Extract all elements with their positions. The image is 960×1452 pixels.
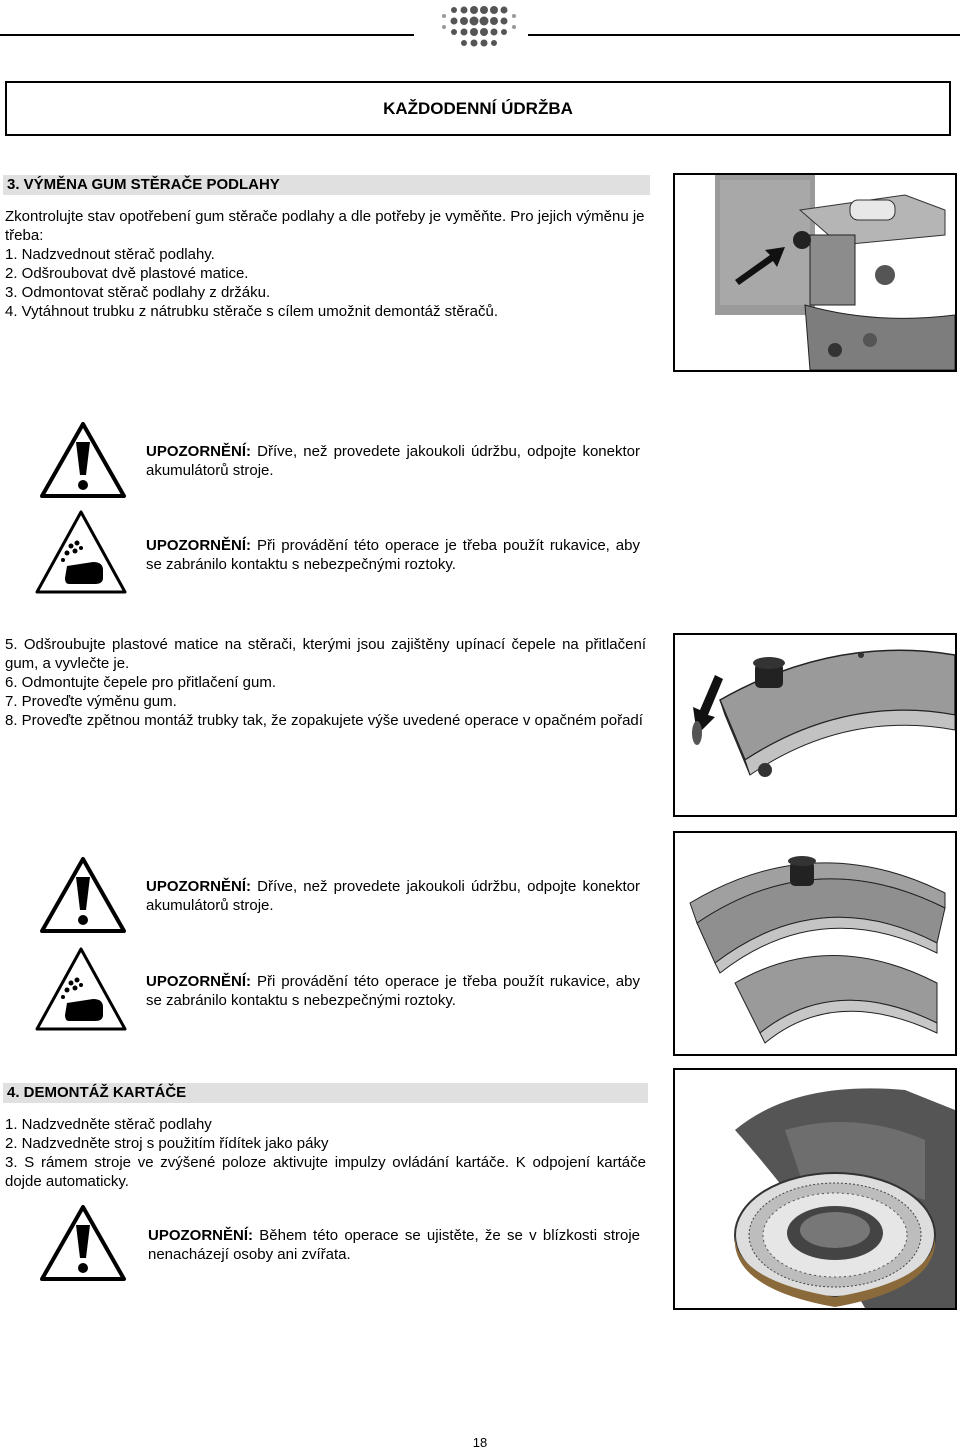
warning-label: UPOZORNĚNÍ:: [146, 878, 251, 895]
exclamation-warning-icon: [38, 420, 128, 500]
list-item: 8. Proveďte zpětnou montáž trubky tak, že zopakujete výše uvedené operace v opačném pořadí: [5, 712, 643, 729]
brush-picture: [673, 1068, 957, 1310]
section-4-heading: 4. DEMONTÁŽ KARTÁČE: [3, 1083, 648, 1103]
header-rule-left: [0, 34, 414, 36]
gloves-hazard-icon: [33, 945, 129, 1033]
exclamation-warning-icon: [38, 855, 128, 935]
dot-grid-logo: [440, 2, 520, 56]
list-item: 2. Nadzvedněte stroj s použitím řídítek jako páky: [5, 1135, 329, 1152]
section-3-body: [5, 207, 655, 321]
list-item: 1. Nadzvednout stěrač podlahy.: [5, 246, 215, 263]
list-item: 6. Odmontujte čepele pro přitlačení gum.: [5, 674, 276, 691]
warning-label: UPOZORNĚNÍ:: [146, 443, 251, 460]
squeegee-nut-picture: [673, 633, 957, 817]
list-item: 1. Nadzvedněte stěrač podlahy: [5, 1116, 212, 1133]
warning-label: UPOZORNĚNÍ:: [146, 537, 251, 554]
list-item: 3. Odmontovat stěrač podlahy z držáku.: [5, 284, 271, 301]
section-3-intro: Zkontrolujte stav opotřebení gum stěrače podlahy a dle potřeby je vyměňte. Pro jejich výměnu je třeba:: [5, 208, 645, 244]
warning-label: UPOZORNĚNÍ:: [148, 1227, 253, 1244]
warning-text: Během této operace se ujistěte, že se v blízkosti stroje nenacházejí osoby ani zvířata.: [148, 1227, 640, 1263]
page-number: 18: [472, 1435, 488, 1450]
section-3-steps-continued: [5, 635, 646, 730]
warning-disconnect-2: [146, 877, 640, 915]
warning-text: Dříve, než provedete jakoukoli údržbu, odpojte konektor akumulátorů stroje.: [146, 878, 640, 914]
warning-bystanders: [148, 1226, 640, 1264]
warning-gloves-1: [146, 536, 640, 574]
warning-text: Při provádění této operace je třeba použít rukavice, aby se zabránilo kontaktu s nebezpečnými roztoky.: [146, 537, 640, 573]
squeegee-blades-picture: [673, 831, 957, 1056]
squeegee-mount-picture: [673, 173, 957, 372]
exclamation-warning-icon: [38, 1203, 128, 1283]
list-item: 2. Odšroubovat dvě plastové matice.: [5, 265, 249, 282]
list-item: 4. Vytáhnout trubku z nátrubku stěrače s cílem umožnit demontáž stěračů.: [5, 303, 499, 320]
list-item: 7. Proveďte výměnu gum.: [5, 693, 177, 710]
warning-text: Dříve, než provedete jakoukoli údržbu, odpojte konektor akumulátorů stroje.: [146, 443, 640, 479]
header-rule-right: [528, 34, 960, 36]
warning-disconnect-1: [146, 442, 640, 480]
list-item: 3. S rámem stroje ve zvýšené poloze aktivujte impulzy ovládání kartáče. K odpojení kartáče dojde automaticky.: [5, 1154, 646, 1190]
warning-text: Při provádění této operace je třeba použít rukavice, aby se zabránilo kontaktu s nebezpečnými roztoky.: [146, 973, 640, 1009]
list-item: 5. Odšroubujte plastové matice na stěrači, kterými jsou zajištěny upínací čepele na přitlačení gum, a vyvlečte je.: [5, 636, 646, 672]
warning-gloves-2: [146, 972, 640, 1010]
warning-label: UPOZORNĚNÍ:: [146, 973, 251, 990]
section-3-heading: 3. VÝMĚNA GUM STĚRAČE PODLAHY: [3, 175, 650, 195]
gloves-hazard-icon: [33, 508, 129, 596]
section-4-body: [5, 1115, 646, 1191]
page-title: KAŽDODENNÍ ÚDRŽBA: [5, 81, 951, 136]
